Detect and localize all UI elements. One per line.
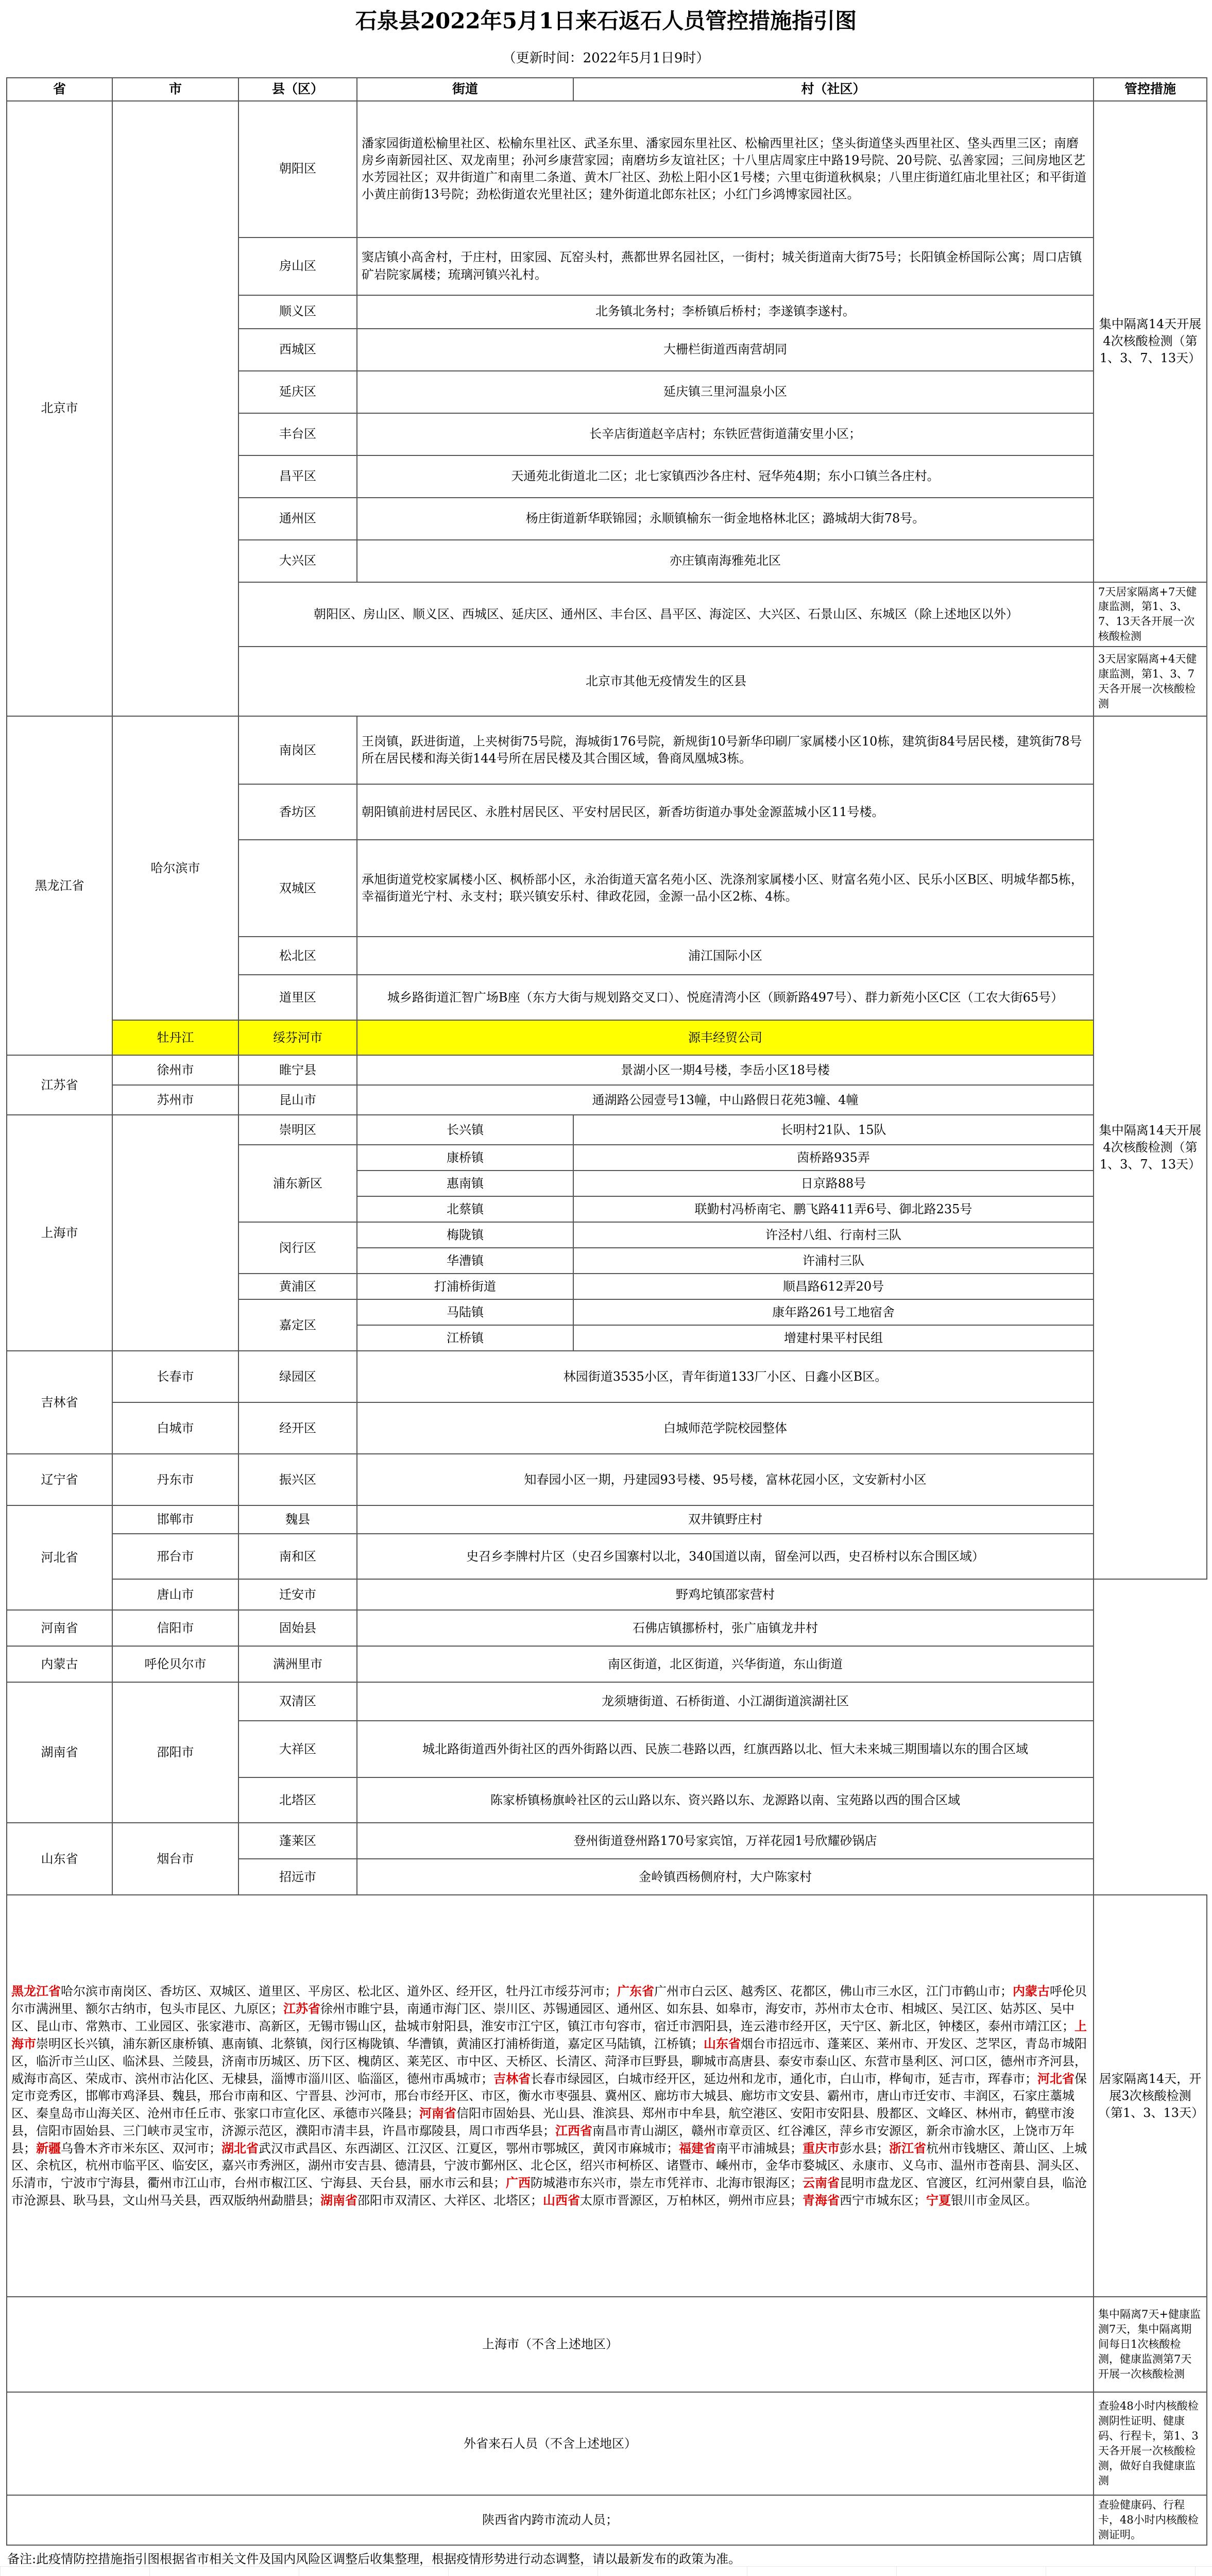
mid-risk-region-text: 杭州市钱塘区、萧山区、上城区、余杭区，杭州市临平区、临安区，嘉兴市秀洲区，湖州市安吉县、德清县，宁波市鄞州区、北仑区，绍兴市柯桥区、诸暨市、嵊州市，金华市婺城区、永康市、义乌市、温州市苍南县、洞头区、乐清市，宁波市宁海县，衢州市江山市，台州市椒江区、宁海县、天台县，丽水市云和县； bbox=[11, 2141, 1087, 2191]
district-cell: 嘉定区 bbox=[238, 1299, 357, 1351]
city-cell: 邯郸市 bbox=[112, 1505, 238, 1534]
community-cell: 城乡路街道汇智广场B座（东方大街与规划路交叉口）、悦庭清湾小区（顾新路497号）、群力新苑小区C区（工农大街65号） bbox=[357, 975, 1094, 1020]
community-cell: 北务镇北务村；李桥镇后桥村；李遂镇李遂村。 bbox=[357, 295, 1094, 329]
community-cell: 长明村21队、15队 bbox=[573, 1115, 1094, 1145]
mid-risk-region-text: 南昌市青山湖区，赣州市章贡区、红谷滩区，萍乡市安源区，新余市渝水区，上饶市万年县； bbox=[11, 2124, 1074, 2156]
street-cell: 惠南镇 bbox=[357, 1171, 573, 1196]
community-cell: 联勤村冯桥南宅、鹏飞路411弄6号、御北路235号 bbox=[573, 1196, 1094, 1222]
mid-risk-province-name: 河北省 bbox=[1037, 2071, 1074, 2086]
street-cell: 北蔡镇 bbox=[357, 1196, 573, 1222]
district-cell: 顺义区 bbox=[238, 295, 357, 329]
city-cell: 哈尔滨市 bbox=[112, 716, 238, 1020]
mid-risk-province-name: 广东省 bbox=[617, 1984, 654, 1999]
community-cell: 长辛店街道赵辛店村；东铁匠营街道蒲安里小区； bbox=[357, 413, 1094, 455]
district-cell: 睢宁县 bbox=[238, 1055, 357, 1085]
province-cell: 河南省 bbox=[7, 1610, 112, 1646]
measure-cell: 居家隔离14天，开展3次核酸检测（第1、3、13天） bbox=[1094, 1895, 1207, 2297]
table-row bbox=[7, 1115, 1207, 1145]
community-cell: 朝阳区、房山区、顺义区、西城区、延庆区、通州区、丰台区、昌平区、海淀区、大兴区、石景山区、东城区（除上述地区以外） bbox=[238, 582, 1094, 647]
mid-risk-region-text: 崇明区长兴镇，浦东新区康桥镇、惠南镇、北蔡镇，闵行区梅陇镇、华漕镇，黄浦区打浦桥街道，嘉定区马陆镇，江桥镇； bbox=[36, 2037, 704, 2052]
mid-risk-region-text: 昆明市盘龙区、官渡区，红河州蒙自县，临沧市沧源县、耿马县，文山州马关县，西双版纳州勐腊县； bbox=[11, 2176, 1087, 2208]
remark-note: 备注:此疫情防控措施指引图根据省市相关文件及国内风险区调整后收集整理，根据疫情形势进行动态调整，请以最新发布的政策为准。 bbox=[7, 2552, 741, 2566]
district-cell: 魏县 bbox=[238, 1505, 357, 1534]
province-cell: 黑龙江省 bbox=[7, 716, 112, 1055]
mid-risk-region-text: 太原市晋源区，万柏林区，朔州市应县； bbox=[580, 2193, 803, 2208]
header-measure: 管控措施 bbox=[1094, 78, 1207, 101]
mid-risk-region-text: 广州市白云区、越秀区、花都区，佛山市三水区，江门市鹤山市； bbox=[654, 1984, 1013, 1999]
mid-risk-province-name: 重庆市 bbox=[803, 2141, 840, 2156]
table-row bbox=[7, 1646, 1207, 1682]
province-cell: 内蒙古 bbox=[7, 1646, 112, 1682]
page-title: 石泉县2022年5月1日来石返石人员管控措施指引图 bbox=[355, 8, 857, 33]
district-cell: 延庆区 bbox=[238, 371, 357, 413]
community-cell: 登州街道登州路170号家宾馆，万祥花园1号欣耀砂锅店 bbox=[357, 1823, 1094, 1859]
mid-risk-province-name: 上海市 bbox=[11, 2019, 1087, 2052]
measure-cell: 集中隔离7天+健康监测7天，集中隔离期间每日1次核酸检测，健康监测第7天开展一次核酸检测 bbox=[1094, 2297, 1207, 2392]
mid-risk-province-name: 吉林省 bbox=[493, 2071, 531, 2086]
mid-risk-region-text: 长春市绿园区，白城市经开区，延边州和龙市，通化市，白山市，桦甸市，延吉市，珲春市； bbox=[531, 2071, 1037, 2086]
mid-risk-province-name: 福建省 bbox=[679, 2141, 716, 2156]
community-cell: 城北路街道西外街社区的西外街路以西、民族二巷路以西，红旗西路以北、恒大未来城三期围墙以东的围合区域 bbox=[357, 1721, 1094, 1777]
community-cell: 延庆镇三里河温泉小区 bbox=[357, 371, 1094, 413]
mid-risk-region-list bbox=[7, 1895, 1094, 2297]
province-cell: 河北省 bbox=[7, 1505, 112, 1610]
community-cell: 野鸡坨镇邵家营村 bbox=[357, 1579, 1094, 1610]
city-cell: 信阳市 bbox=[112, 1610, 238, 1646]
city-cell: 呼伦贝尔市 bbox=[112, 1646, 238, 1682]
mid-risk-region-text: 徐州市睢宁县，南通市海门区、崇川区、苏锡通园区、通州区、如东县、如皋市，海安市，苏州市太仓市、相城区、吴江区、姑苏区、吴中区、昆山市、常熟市、工业园区、张家港市、高新区，无锡市锡山区，盐城市射阳县，淮安市江宁区，镇江市句容市，宿迁市泗阳县，连云港市经开区，天宁区、新北区，钟楼区，泰州市靖江区； bbox=[11, 2002, 1074, 2034]
header-community: 村（社区） bbox=[573, 78, 1094, 101]
table-row bbox=[7, 2392, 1207, 2495]
street-cell: 梅陇镇 bbox=[357, 1222, 573, 1248]
control-measures-table bbox=[6, 77, 1207, 2546]
region-cell: 上海市（不含上述地区） bbox=[7, 2297, 1094, 2392]
district-cell: 丰台区 bbox=[238, 413, 357, 455]
community-cell: 通湖路公园壹号13幢，中山路假日花苑3幢、4幢 bbox=[357, 1085, 1094, 1115]
district-cell: 绥芬河市 bbox=[238, 1020, 357, 1055]
district-cell: 北塔区 bbox=[238, 1777, 357, 1823]
city-cell bbox=[112, 1115, 238, 1351]
city-cell: 邢台市 bbox=[112, 1534, 238, 1579]
district-cell: 双城区 bbox=[238, 840, 357, 937]
community-cell: 朝阳镇前进村居民区、永胜村居民区、平安村居民区，新香坊街道办事处金源蓝城小区11号楼。 bbox=[357, 784, 1094, 840]
table-header-row bbox=[7, 78, 1207, 101]
community-cell: 王岗镇，跃进街道，上夹树街75号院，海城街176号院，新规街10号新华印刷厂家属楼小区10栋，建筑街84号居民楼，建筑街78号所在居民楼和海关街144号所在居民楼及其合围区域，鲁商凤凰城3栋。 bbox=[357, 716, 1094, 784]
mid-risk-region-text: 信阳市固始县、光山县、淮滨县、郑州市中牟县，航空港区、安阳市安阳县、殷都区、文峰区、林州市，鹤壁市浚县，信阳市固始县、三门峡市灵宝市，济源示范区，濮阳市清丰县，许昌市鄢陵县，周口市西华县； bbox=[11, 2106, 1074, 2139]
community-cell: 亦庄镇南海雅苑北区 bbox=[357, 540, 1094, 582]
mid-risk-region-text: 乌鲁木齐市米东区、双河市； bbox=[61, 2141, 221, 2156]
mid-risk-region-text: 防城港市东兴市，崇左市凭祥市、北海市银海区； bbox=[531, 2176, 803, 2191]
district-cell: 闵行区 bbox=[238, 1222, 357, 1274]
province-cell: 辽宁省 bbox=[7, 1454, 112, 1505]
community-cell: 陈家桥镇杨旗岭社区的云山路以东、资兴路以东、龙源路以南、宝苑路以西的围合区域 bbox=[357, 1777, 1094, 1823]
district-cell: 浦东新区 bbox=[238, 1145, 357, 1222]
community-cell: 承旭街道党校家属楼小区、枫桥部小区，永治街道天富名苑小区、洗涤剂家属楼小区、财富名苑小区、民乐小区B区、明城华都5栋，幸福街道光宁村、永支村；联兴镇安乐村、律政花园，金源一品小区2栋、4栋。 bbox=[357, 840, 1094, 937]
table-row bbox=[7, 1085, 1207, 1115]
community-cell: 天通苑北街道北二区；北七家镇西沙各庄村、冠华苑4期；东小口镇兰各庄村。 bbox=[357, 455, 1094, 498]
region-cell: 陕西省内跨市流动人员； bbox=[7, 2495, 1094, 2545]
community-cell: 康年路261号工地宿舍 bbox=[573, 1299, 1094, 1325]
measure-cell: 查验健康码、行程卡，48小时内核酸检测证明。 bbox=[1094, 2495, 1207, 2545]
mid-risk-region-text: 呼伦贝尔市满洲里、额尔古纳市，包头市昆区、九原区； bbox=[11, 1984, 1087, 2016]
district-cell: 昌平区 bbox=[238, 455, 357, 498]
community-cell: 增建村果平村民组 bbox=[573, 1325, 1094, 1351]
street-cell: 康桥镇 bbox=[357, 1145, 573, 1171]
header-street: 街道 bbox=[357, 78, 573, 101]
mid-risk-region-text: 哈尔滨市南岗区、香坊区、双城区、道里区、平房区、松北区、道外区、经开区，牡丹江市绥芬河市； bbox=[61, 1984, 617, 1999]
community-cell: 双井镇野庄村 bbox=[357, 1505, 1094, 1534]
community-cell: 南区街道，北区街道，兴华街道，东山街道 bbox=[357, 1646, 1094, 1682]
mid-risk-region-text: 保定市竞秀区，邯郸市鸡泽县、魏县，邢台市南和区、宁晋县、沙河市，邢台市经开区、市区，衡水市枣强县、冀州区、廊坊市大城县、廊坊市文安县、霸州市，唐山市迁安市、丰润区，石家庄藁城区、秦皇岛市山海关区、沧州市任丘市、张家口市宣化区、承德市兴隆县； bbox=[11, 2071, 1087, 2121]
table-row bbox=[7, 1534, 1207, 1579]
community-cell: 石佛店镇挪桥村，张广庙镇龙井村 bbox=[357, 1610, 1094, 1646]
city-cell: 苏州市 bbox=[112, 1085, 238, 1115]
street-cell: 江桥镇 bbox=[357, 1325, 573, 1351]
district-cell: 经开区 bbox=[238, 1402, 357, 1454]
update-time: （更新时间：2022年5月1日9时） bbox=[502, 50, 710, 66]
community-cell: 潘家园街道松榆里社区、松榆东里社区、武圣东里、潘家园东里社区、松榆西里社区；垡头街道垡头西里社区、垡头西里三区；南磨房乡南新园社区、双龙南里；孙河乡康营家园；南磨坊乡友谊社区；十八里店周家庄中路19号院、20号院、弘善家园；三间房地区艺水芳园社区；双井街道广和南里二条道、黄木厂社区、劲松上阳小区1号楼；六里屯街道秋枫泉；八里庄街道红庙北里社区；和平街道小黄庄前街13号院；劲松街道农光里社区；建外街道北郎东社区；小红门乡鸿博家园社区。 bbox=[357, 101, 1094, 238]
province-cell: 湖南省 bbox=[7, 1682, 112, 1823]
district-cell: 西城区 bbox=[238, 329, 357, 371]
measure-cell: 集中隔离14天开展4次核酸检测（第1、3、7、13天） bbox=[1094, 716, 1207, 1579]
table-row bbox=[7, 1823, 1207, 1859]
measure-cell: 3天居家隔离+4天健康监测，第1、3、7天各开展一次核酸检测 bbox=[1094, 647, 1207, 716]
city-cell: 烟台市 bbox=[112, 1823, 238, 1895]
community-cell: 许泾村八组、行南村三队 bbox=[573, 1222, 1094, 1248]
community-cell: 许浦村三队 bbox=[573, 1248, 1094, 1274]
table-row bbox=[7, 1895, 1207, 2297]
region-cell: 外省来石人员（不含上述地区） bbox=[7, 2392, 1094, 2495]
table-row bbox=[7, 2297, 1207, 2392]
province-cell: 江苏省 bbox=[7, 1055, 112, 1115]
mid-risk-province-name: 山西省 bbox=[543, 2193, 580, 2208]
city-cell: 邵阳市 bbox=[112, 1682, 238, 1823]
mid-risk-province-name: 内蒙古 bbox=[1013, 1984, 1050, 1999]
mid-risk-region-text: 南平市浦城县； bbox=[716, 2141, 803, 2156]
street-cell: 华漕镇 bbox=[357, 1248, 573, 1274]
table-row bbox=[7, 1351, 1207, 1402]
district-cell: 黄浦区 bbox=[238, 1274, 357, 1299]
community-cell: 白城师范学院校园整体 bbox=[357, 1402, 1094, 1454]
mid-risk-province-name: 江苏省 bbox=[283, 2001, 320, 2016]
province-cell: 北京市 bbox=[7, 101, 112, 717]
community-cell: 浦江国际小区 bbox=[357, 937, 1094, 975]
mid-risk-province-name: 湖南省 bbox=[320, 2193, 357, 2208]
district-cell: 南岗区 bbox=[238, 716, 357, 784]
mid-risk-province-name: 新疆 bbox=[36, 2141, 61, 2156]
district-cell: 双清区 bbox=[238, 1682, 357, 1721]
mid-risk-region-text: 邵阳市双清区、大祥区、北塔区； bbox=[357, 2193, 543, 2208]
mid-risk-province-name: 云南省 bbox=[803, 2175, 840, 2191]
district-cell: 香坊区 bbox=[238, 784, 357, 840]
table-row bbox=[7, 1454, 1207, 1505]
city-cell: 牡丹江 bbox=[112, 1020, 238, 1055]
table-row bbox=[7, 1610, 1207, 1646]
mid-risk-province-name: 黑龙江省 bbox=[11, 1984, 61, 1999]
mid-risk-province-name: 河南省 bbox=[419, 2105, 456, 2121]
mid-risk-province-name: 浙江省 bbox=[889, 2141, 926, 2156]
community-cell: 金岭镇西杨侧府村，大户陈家村 bbox=[357, 1859, 1094, 1895]
community-cell: 大栅栏街道西南营胡同 bbox=[357, 329, 1094, 371]
community-cell: 北京市其他无疫情发生的区县 bbox=[238, 647, 1094, 716]
mid-risk-region-text: 西宁市城东区； bbox=[840, 2193, 926, 2208]
table-row bbox=[7, 1579, 1207, 1610]
community-cell: 知春园小区一期，丹建园93号楼、95号楼，富林花园小区，文安新村小区 bbox=[357, 1454, 1094, 1505]
mid-risk-province-name: 山东省 bbox=[704, 2036, 741, 2052]
district-cell: 蓬莱区 bbox=[238, 1823, 357, 1859]
mid-risk-region-text: 武汉市武昌区、东西湖区、江汉区、江夏区，鄂州市鄂城区，黄冈市麻城市； bbox=[259, 2141, 679, 2156]
table-row bbox=[7, 1055, 1207, 1085]
empty-sheet-grid bbox=[0, 2566, 1212, 2576]
measure-cell: 查验48小时内核酸检测阴性证明、健康码、行程卡，第1、3天各开展一次核酸检测，做好自我健康监测 bbox=[1094, 2392, 1207, 2495]
city-cell: 唐山市 bbox=[112, 1579, 238, 1610]
district-cell: 松北区 bbox=[238, 937, 357, 975]
district-cell: 大兴区 bbox=[238, 540, 357, 582]
community-cell: 日京路88号 bbox=[573, 1171, 1094, 1196]
city-cell: 白城市 bbox=[112, 1402, 238, 1454]
community-cell: 龙须塘街道、石桥街道、小江湖街道滨湖社区 bbox=[357, 1682, 1094, 1721]
community-cell: 林园街道3535小区，青年街道133厂小区、日鑫小区B区。 bbox=[357, 1351, 1094, 1402]
header-province: 省 bbox=[7, 78, 112, 101]
province-cell: 上海市 bbox=[7, 1115, 112, 1351]
street-cell: 长兴镇 bbox=[357, 1115, 573, 1145]
measure-cell: 7天居家隔离+7天健康监测，第1、3、7、13天各开展一次核酸检测 bbox=[1094, 582, 1207, 647]
district-cell: 朝阳区 bbox=[238, 101, 357, 238]
district-cell: 昆山市 bbox=[238, 1085, 357, 1115]
measure-cell: 集中隔离14天开展4次核酸检测（第1、3、7、13天） bbox=[1094, 101, 1207, 582]
district-cell: 振兴区 bbox=[238, 1454, 357, 1505]
district-cell: 迁安市 bbox=[238, 1579, 357, 1610]
mid-risk-region-text: 彭水县； bbox=[840, 2141, 889, 2156]
city-cell: 长春市 bbox=[112, 1351, 238, 1402]
table-row-highlighted bbox=[7, 1020, 1207, 1055]
community-cell: 源丰经贸公司 bbox=[357, 1020, 1094, 1055]
city-cell: 徐州市 bbox=[112, 1055, 238, 1085]
table-row bbox=[7, 2495, 1207, 2545]
mid-risk-region-text: 烟台市招远市、蓬莱区、莱州市、开发区、芝罘区，青岛市城阳区，临沂市兰山区、临沭县、兰陵县，济南市历城区、历下区、槐荫区、莱芜区、市中区、天桥区、长清区、菏泽市巨野县，聊城市高唐县、泰安市泰山区、东营市垦利区、河口区，德州市齐河县，威海市高区、荣成市、滨州市沾化区、无棣县，淄博市淄川区、临淄区，德州市禹城市； bbox=[11, 2037, 1087, 2086]
table-row bbox=[7, 1402, 1207, 1454]
table-row bbox=[7, 101, 1207, 238]
community-cell: 杨庄街道新华联锦园；永顺镇榆东一街金地格林北区；潞城胡大街78号。 bbox=[357, 498, 1094, 540]
community-cell: 顺昌路612弄20号 bbox=[573, 1274, 1094, 1299]
community-cell: 景湖小区一期4号楼，李岳小区18号楼 bbox=[357, 1055, 1094, 1085]
mid-risk-province-name: 广西 bbox=[506, 2175, 531, 2191]
mid-risk-region-text: 银川市金凤区。 bbox=[951, 2193, 1037, 2208]
community-cell: 史召乡李牌村片区（史召乡国寨村以北，340国道以南，留垒河以西，史召桥村以东合围区域） bbox=[357, 1534, 1094, 1579]
table-row bbox=[7, 716, 1207, 784]
province-cell: 山东省 bbox=[7, 1823, 112, 1895]
header-county: 县（区） bbox=[238, 78, 357, 101]
province-cell: 吉林省 bbox=[7, 1351, 112, 1454]
district-cell: 通州区 bbox=[238, 498, 357, 540]
city-cell bbox=[112, 101, 238, 717]
district-cell: 大祥区 bbox=[238, 1721, 357, 1777]
district-cell: 满洲里市 bbox=[238, 1646, 357, 1682]
mid-risk-province-name: 湖北省 bbox=[221, 2141, 259, 2156]
header-city: 市 bbox=[112, 78, 238, 101]
district-cell: 道里区 bbox=[238, 975, 357, 1020]
street-cell: 马陆镇 bbox=[357, 1299, 573, 1325]
district-cell: 南和区 bbox=[238, 1534, 357, 1579]
district-cell: 绿园区 bbox=[238, 1351, 357, 1402]
district-cell: 固始县 bbox=[238, 1610, 357, 1646]
mid-risk-province-name: 宁夏 bbox=[926, 2193, 951, 2208]
community-cell: 窦店镇小高舍村，于庄村，田家园、瓦窑头村，燕都世界名园社区，一街村；城关街道南大街75号；长阳镇金桥国际公寓；周口店镇矿岩院家属楼；琉璃河镇兴礼村。 bbox=[357, 238, 1094, 295]
table-row bbox=[7, 1505, 1207, 1534]
district-cell: 崇明区 bbox=[238, 1115, 357, 1145]
table-row bbox=[7, 1682, 1207, 1721]
district-cell: 房山区 bbox=[238, 238, 357, 295]
mid-risk-province-name: 青海省 bbox=[803, 2193, 840, 2208]
mid-risk-province-name: 江西省 bbox=[555, 2123, 592, 2139]
city-cell: 丹东市 bbox=[112, 1454, 238, 1505]
street-cell: 打浦桥街道 bbox=[357, 1274, 573, 1299]
community-cell: 茵桥路935弄 bbox=[573, 1145, 1094, 1171]
district-cell: 招远市 bbox=[238, 1859, 357, 1895]
